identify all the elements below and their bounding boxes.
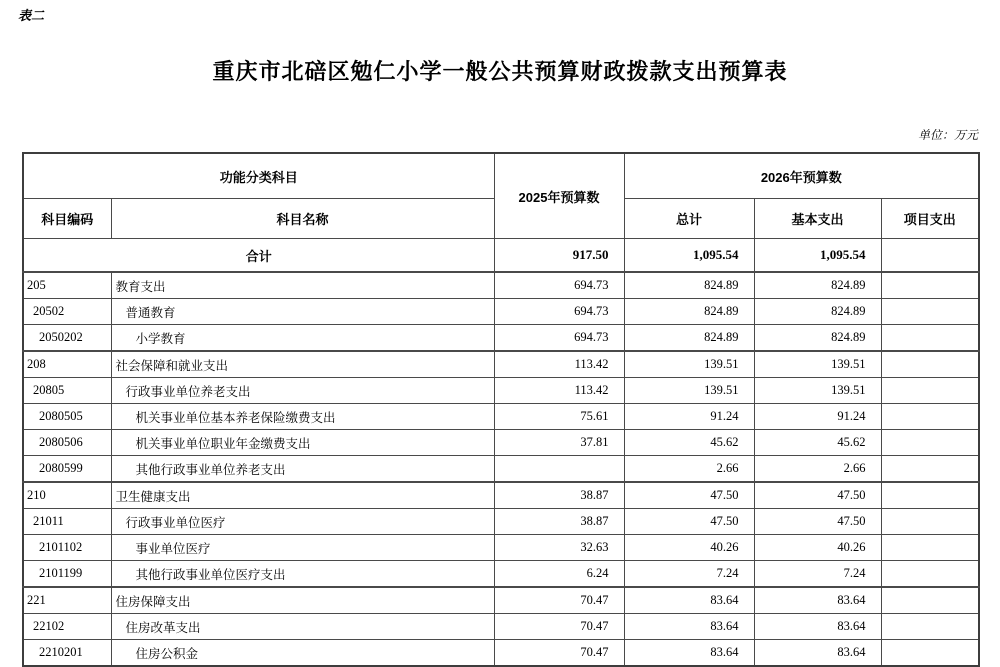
budget-2026-total-cell: 91.24 [624, 404, 754, 430]
budget-2026-project-cell [881, 299, 979, 325]
subject-code-cell: 2080505 [23, 404, 111, 430]
budget-2025-cell: 70.47 [494, 587, 624, 614]
budget-2026-basic-cell: 40.26 [754, 535, 881, 561]
budget-2026-total-cell: 7.24 [624, 561, 754, 588]
header-2026-total: 总计 [624, 199, 754, 239]
table-row [23, 351, 979, 378]
unit-note: 单位：万元 [917, 128, 978, 142]
budget-2026-total-cell: 40.26 [624, 535, 754, 561]
subject-name-cell: 小学教育 [111, 325, 494, 352]
subject-code-cell: 20805 [23, 378, 111, 404]
subject-code-cell: 2210201 [23, 640, 111, 667]
budget-2026-basic-cell: 47.50 [754, 482, 881, 509]
budget-2025-cell: 113.42 [494, 351, 624, 378]
subject-code-cell: 2080599 [23, 456, 111, 483]
budget-2026-total-cell: 83.64 [624, 640, 754, 667]
table-row [23, 430, 979, 456]
table-number-label: 表二 [18, 8, 45, 23]
header-budget-2026: 2026年预算数 [624, 153, 979, 199]
budget-2026-total-cell: 83.64 [624, 587, 754, 614]
budget-2026-project-cell [881, 640, 979, 667]
subject-name-cell: 其他行政事业单位医疗支出 [111, 561, 494, 588]
subject-code-cell: 22102 [23, 614, 111, 640]
subject-code-cell: 2080506 [23, 430, 111, 456]
budget-2025-cell: 694.73 [494, 325, 624, 352]
budget-2026-project-cell [881, 535, 979, 561]
subject-code-cell: 205 [23, 272, 111, 299]
budget-2026-basic-cell: 83.64 [754, 640, 881, 667]
budget-2025-cell: 75.61 [494, 404, 624, 430]
budget-2026-project-cell [881, 614, 979, 640]
budget-2025-cell: 70.47 [494, 614, 624, 640]
budget-2026-project-cell [881, 587, 979, 614]
budget-2025-cell: 6.24 [494, 561, 624, 588]
budget-2026-project-cell [881, 404, 979, 430]
table-row [23, 378, 979, 404]
budget-2025-cell: 70.47 [494, 640, 624, 667]
subject-name-cell: 住房改革支出 [111, 614, 494, 640]
table-row [23, 561, 979, 588]
budget-2026-total-cell: 139.51 [624, 351, 754, 378]
budget-2026-project-cell [881, 456, 979, 483]
subject-name-cell: 住房公积金 [111, 640, 494, 667]
subject-name-cell: 行政事业单位养老支出 [111, 378, 494, 404]
budget-2025-cell: 694.73 [494, 299, 624, 325]
grand-total-2026-total: 1,095.54 [624, 239, 754, 273]
header-subject-code: 科目编码 [23, 199, 111, 239]
budget-2026-total-cell: 139.51 [624, 378, 754, 404]
header-2026-basic: 基本支出 [754, 199, 881, 239]
subject-name-cell: 住房保障支出 [111, 587, 494, 614]
table-row [23, 587, 979, 614]
table-row [23, 482, 979, 509]
budget-2026-basic-cell: 139.51 [754, 378, 881, 404]
budget-2026-project-cell [881, 482, 979, 509]
subject-name-cell: 其他行政事业单位养老支出 [111, 456, 494, 483]
budget-2026-project-cell [881, 325, 979, 352]
budget-2025-cell: 38.87 [494, 482, 624, 509]
budget-2026-basic-cell: 45.62 [754, 430, 881, 456]
budget-2026-basic-cell: 83.64 [754, 587, 881, 614]
budget-2026-project-cell [881, 351, 979, 378]
subject-name-cell: 机关事业单位基本养老保险缴费支出 [111, 404, 494, 430]
subject-code-cell: 20502 [23, 299, 111, 325]
budget-2026-project-cell [881, 272, 979, 299]
budget-2026-basic-cell: 824.89 [754, 299, 881, 325]
table-row [23, 456, 979, 483]
table-row [23, 325, 979, 352]
budget-2026-basic-cell: 139.51 [754, 351, 881, 378]
budget-2025-cell: 38.87 [494, 509, 624, 535]
budget-2026-total-cell: 47.50 [624, 482, 754, 509]
budget-2026-basic-cell: 47.50 [754, 509, 881, 535]
budget-2026-basic-cell: 83.64 [754, 614, 881, 640]
table-row [23, 509, 979, 535]
subject-name-cell: 卫生健康支出 [111, 482, 494, 509]
table-row [23, 535, 979, 561]
table-row [23, 272, 979, 299]
budget-2025-cell [494, 456, 624, 483]
grand-total-label: 合计 [23, 239, 494, 273]
budget-2026-basic-cell: 91.24 [754, 404, 881, 430]
subject-name-cell: 机关事业单位职业年金缴费支出 [111, 430, 494, 456]
grand-total-row [23, 239, 979, 273]
table-row [23, 614, 979, 640]
subject-code-cell: 2101199 [23, 561, 111, 588]
grand-total-2026-project [881, 239, 979, 273]
grand-total-2025: 917.50 [494, 239, 624, 273]
budget-2026-total-cell: 45.62 [624, 430, 754, 456]
subject-name-cell: 教育支出 [111, 272, 494, 299]
budget-2026-project-cell [881, 509, 979, 535]
budget-2026-basic-cell: 824.89 [754, 272, 881, 299]
subject-code-cell: 2050202 [23, 325, 111, 352]
subject-name-cell: 事业单位医疗 [111, 535, 494, 561]
budget-2025-cell: 113.42 [494, 378, 624, 404]
budget-2026-total-cell: 83.64 [624, 614, 754, 640]
budget-2026-total-cell: 824.89 [624, 299, 754, 325]
grand-total-2026-basic: 1,095.54 [754, 239, 881, 273]
subject-code-cell: 208 [23, 351, 111, 378]
subject-code-cell: 21011 [23, 509, 111, 535]
budget-table [22, 152, 980, 667]
budget-2025-cell: 694.73 [494, 272, 624, 299]
budget-2026-total-cell: 824.89 [624, 325, 754, 352]
budget-2026-basic-cell: 824.89 [754, 325, 881, 352]
header-row-1 [23, 153, 979, 199]
budget-2026-project-cell [881, 430, 979, 456]
budget-2026-project-cell [881, 561, 979, 588]
budget-2026-basic-cell: 2.66 [754, 456, 881, 483]
table-row [23, 404, 979, 430]
budget-2026-total-cell: 47.50 [624, 509, 754, 535]
budget-2025-cell: 37.81 [494, 430, 624, 456]
budget-2026-project-cell [881, 378, 979, 404]
header-2026-project: 项目支出 [881, 199, 979, 239]
header-functional-classification: 功能分类科目 [23, 153, 494, 199]
subject-name-cell: 普通教育 [111, 299, 494, 325]
header-subject-name: 科目名称 [111, 199, 494, 239]
budget-2026-total-cell: 824.89 [624, 272, 754, 299]
page-title: 重庆市北碚区勉仁小学一般公共预算财政拨款支出预算表 [212, 59, 788, 84]
budget-2026-total-cell: 2.66 [624, 456, 754, 483]
subject-code-cell: 2101102 [23, 535, 111, 561]
subject-name-cell: 行政事业单位医疗 [111, 509, 494, 535]
budget-2025-cell: 32.63 [494, 535, 624, 561]
table-row [23, 299, 979, 325]
subject-name-cell: 社会保障和就业支出 [111, 351, 494, 378]
subject-code-cell: 221 [23, 587, 111, 614]
table-row [23, 640, 979, 667]
budget-2026-basic-cell: 7.24 [754, 561, 881, 588]
subject-code-cell: 210 [23, 482, 111, 509]
header-budget-2025: 2025年预算数 [494, 153, 624, 239]
